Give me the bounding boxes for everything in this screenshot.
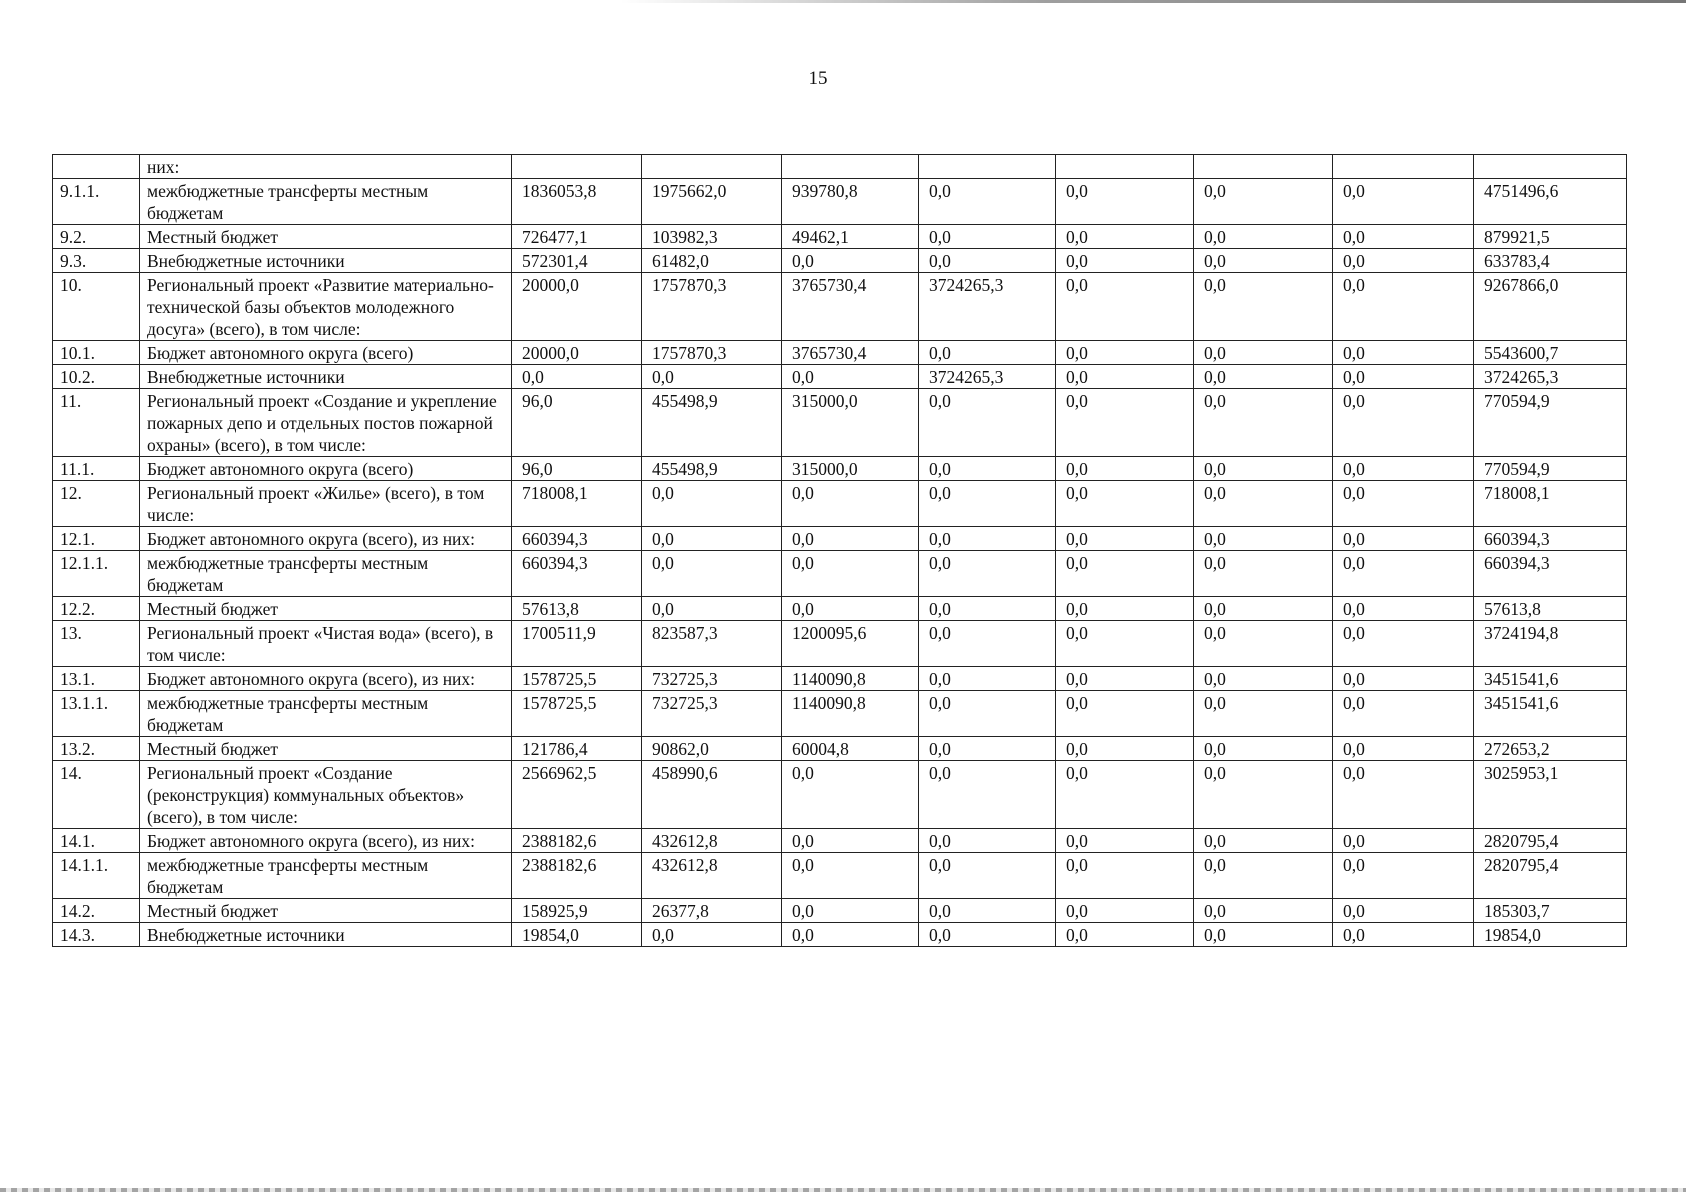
value-cell-col5: 0,0 [1056, 249, 1194, 273]
row-name-cell: Местный бюджет [140, 737, 512, 761]
row-number-cell: 12.1.1. [53, 551, 140, 597]
row-name-cell: Бюджет автономного округа (всего), из них: [140, 667, 512, 691]
value-cell-col6: 0,0 [1194, 597, 1333, 621]
value-cell-col3: 1200095,6 [782, 621, 919, 667]
row-name-cell: межбюджетные трансферты местным бюджетам [140, 691, 512, 737]
total-cell: 770594,9 [1474, 389, 1627, 457]
table-row [53, 853, 1627, 899]
value-cell-col2: 458990,6 [642, 761, 782, 829]
value-cell-col5: 0,0 [1056, 551, 1194, 597]
table-row [53, 551, 1627, 597]
value-cell-col4 [919, 155, 1056, 179]
value-cell-col4: 0,0 [919, 829, 1056, 853]
value-cell-col1 [512, 155, 642, 179]
value-cell-col3: 49462,1 [782, 225, 919, 249]
value-cell-col3: 0,0 [782, 853, 919, 899]
value-cell-col7: 0,0 [1333, 481, 1474, 527]
value-cell-col6 [1194, 155, 1333, 179]
value-cell-col1: 2566962,5 [512, 761, 642, 829]
value-cell-col1: 158925,9 [512, 899, 642, 923]
value-cell-col2: 455498,9 [642, 389, 782, 457]
total-cell: 19854,0 [1474, 923, 1627, 947]
value-cell-col2: 90862,0 [642, 737, 782, 761]
row-name-cell: Внебюджетные источники [140, 365, 512, 389]
value-cell-col3: 1140090,8 [782, 667, 919, 691]
table-row [53, 341, 1627, 365]
value-cell-col2: 103982,3 [642, 225, 782, 249]
total-cell: 3451541,6 [1474, 691, 1627, 737]
value-cell-col3: 0,0 [782, 761, 919, 829]
total-cell: 718008,1 [1474, 481, 1627, 527]
value-cell-col6: 0,0 [1194, 551, 1333, 597]
table-row [53, 527, 1627, 551]
value-cell-col6: 0,0 [1194, 621, 1333, 667]
value-cell-col5: 0,0 [1056, 273, 1194, 341]
total-cell: 770594,9 [1474, 457, 1627, 481]
value-cell-col2: 1757870,3 [642, 273, 782, 341]
total-cell: 879921,5 [1474, 225, 1627, 249]
value-cell-col1: 121786,4 [512, 737, 642, 761]
value-cell-col3: 315000,0 [782, 389, 919, 457]
value-cell-col7: 0,0 [1333, 273, 1474, 341]
value-cell-col4: 0,0 [919, 457, 1056, 481]
value-cell-col1: 96,0 [512, 457, 642, 481]
row-name-cell: Региональный проект «Жилье» (всего), в том числе: [140, 481, 512, 527]
value-cell-col6: 0,0 [1194, 691, 1333, 737]
value-cell-col1: 726477,1 [512, 225, 642, 249]
value-cell-col2: 1975662,0 [642, 179, 782, 225]
value-cell-col6: 0,0 [1194, 225, 1333, 249]
value-cell-col5: 0,0 [1056, 737, 1194, 761]
value-cell-col4: 0,0 [919, 225, 1056, 249]
row-number-cell: 14.3. [53, 923, 140, 947]
value-cell-col7 [1333, 155, 1474, 179]
value-cell-col5: 0,0 [1056, 899, 1194, 923]
row-name-cell: Региональный проект «Создание и укрепление пожарных депо и отдельных постов пожарной охраны» (всего), в том числе: [140, 389, 512, 457]
value-cell-col2: 0,0 [642, 481, 782, 527]
table-row [53, 761, 1627, 829]
value-cell-col1: 1578725,5 [512, 691, 642, 737]
row-number-cell: 10. [53, 273, 140, 341]
value-cell-col2: 0,0 [642, 365, 782, 389]
row-name-cell: Региональный проект «Создание (реконструкция) коммунальных объектов» (всего), в том числе: [140, 761, 512, 829]
value-cell-col7: 0,0 [1333, 667, 1474, 691]
row-number-cell: 11. [53, 389, 140, 457]
value-cell-col1: 660394,3 [512, 551, 642, 597]
value-cell-col6: 0,0 [1194, 341, 1333, 365]
value-cell-col6: 0,0 [1194, 179, 1333, 225]
value-cell-col1: 660394,3 [512, 527, 642, 551]
value-cell-col2: 432612,8 [642, 853, 782, 899]
value-cell-col7: 0,0 [1333, 249, 1474, 273]
value-cell-col6: 0,0 [1194, 667, 1333, 691]
total-cell: 185303,7 [1474, 899, 1627, 923]
value-cell-col6: 0,0 [1194, 527, 1333, 551]
value-cell-col5: 0,0 [1056, 365, 1194, 389]
value-cell-col7: 0,0 [1333, 341, 1474, 365]
row-name-cell: межбюджетные трансферты местным бюджетам [140, 853, 512, 899]
value-cell-col2: 432612,8 [642, 829, 782, 853]
value-cell-col1: 572301,4 [512, 249, 642, 273]
value-cell-col4: 0,0 [919, 737, 1056, 761]
row-number-cell: 14. [53, 761, 140, 829]
row-number-cell: 9.1.1. [53, 179, 140, 225]
value-cell-col7: 0,0 [1333, 225, 1474, 249]
row-number-cell: 13.2. [53, 737, 140, 761]
value-cell-col1: 20000,0 [512, 341, 642, 365]
table-row [53, 273, 1627, 341]
value-cell-col4: 0,0 [919, 597, 1056, 621]
value-cell-col2: 0,0 [642, 527, 782, 551]
value-cell-col6: 0,0 [1194, 273, 1333, 341]
value-cell-col1: 1578725,5 [512, 667, 642, 691]
value-cell-col7: 0,0 [1333, 179, 1474, 225]
value-cell-col5: 0,0 [1056, 457, 1194, 481]
total-cell: 9267866,0 [1474, 273, 1627, 341]
value-cell-col3: 315000,0 [782, 457, 919, 481]
value-cell-col4: 0,0 [919, 923, 1056, 947]
table-row [53, 481, 1627, 527]
table-row [53, 249, 1627, 273]
row-name-cell: них: [140, 155, 512, 179]
value-cell-col1: 19854,0 [512, 923, 642, 947]
table-row [53, 225, 1627, 249]
value-cell-col7: 0,0 [1333, 527, 1474, 551]
value-cell-col6: 0,0 [1194, 761, 1333, 829]
table-row [53, 457, 1627, 481]
value-cell-col7: 0,0 [1333, 737, 1474, 761]
value-cell-col5: 0,0 [1056, 667, 1194, 691]
row-number-cell [53, 155, 140, 179]
value-cell-col5: 0,0 [1056, 225, 1194, 249]
row-name-cell: Местный бюджет [140, 899, 512, 923]
table-row [53, 691, 1627, 737]
value-cell-col4: 0,0 [919, 389, 1056, 457]
value-cell-col4: 0,0 [919, 899, 1056, 923]
value-cell-col6: 0,0 [1194, 829, 1333, 853]
value-cell-col1: 2388182,6 [512, 829, 642, 853]
value-cell-col7: 0,0 [1333, 829, 1474, 853]
value-cell-col3: 3765730,4 [782, 273, 919, 341]
row-number-cell: 14.2. [53, 899, 140, 923]
page-number: 15 [808, 68, 828, 89]
value-cell-col6: 0,0 [1194, 853, 1333, 899]
value-cell-col6: 0,0 [1194, 249, 1333, 273]
table-row [53, 179, 1627, 225]
total-cell: 272653,2 [1474, 737, 1627, 761]
value-cell-col7: 0,0 [1333, 597, 1474, 621]
value-cell-col1: 718008,1 [512, 481, 642, 527]
value-cell-col5: 0,0 [1056, 829, 1194, 853]
budget-table-body [53, 155, 1627, 947]
total-cell: 3724194,8 [1474, 621, 1627, 667]
total-cell [1474, 155, 1627, 179]
total-cell: 2820795,4 [1474, 829, 1627, 853]
value-cell-col7: 0,0 [1333, 365, 1474, 389]
value-cell-col7: 0,0 [1333, 691, 1474, 737]
row-number-cell: 11.1. [53, 457, 140, 481]
value-cell-col3: 0,0 [782, 551, 919, 597]
row-name-cell: Региональный проект «Развитие материально-технической базы объектов молодежного досуга» (всего), в том числе: [140, 273, 512, 341]
value-cell-col3: 0,0 [782, 249, 919, 273]
row-number-cell: 9.2. [53, 225, 140, 249]
row-name-cell: Местный бюджет [140, 597, 512, 621]
value-cell-col3: 1140090,8 [782, 691, 919, 737]
value-cell-col3: 60004,8 [782, 737, 919, 761]
row-number-cell: 9.3. [53, 249, 140, 273]
value-cell-col5: 0,0 [1056, 597, 1194, 621]
value-cell-col5: 0,0 [1056, 853, 1194, 899]
value-cell-col2: 455498,9 [642, 457, 782, 481]
row-number-cell: 12. [53, 481, 140, 527]
value-cell-col2: 0,0 [642, 551, 782, 597]
table-row [53, 899, 1627, 923]
value-cell-col2 [642, 155, 782, 179]
value-cell-col1: 57613,8 [512, 597, 642, 621]
value-cell-col6: 0,0 [1194, 737, 1333, 761]
value-cell-col3 [782, 155, 919, 179]
value-cell-col4: 3724265,3 [919, 273, 1056, 341]
value-cell-col2: 0,0 [642, 923, 782, 947]
value-cell-col7: 0,0 [1333, 853, 1474, 899]
value-cell-col4: 0,0 [919, 621, 1056, 667]
value-cell-col4: 0,0 [919, 179, 1056, 225]
row-number-cell: 12.1. [53, 527, 140, 551]
value-cell-col4: 0,0 [919, 551, 1056, 597]
value-cell-col1: 2388182,6 [512, 853, 642, 899]
total-cell: 3025953,1 [1474, 761, 1627, 829]
value-cell-col4: 0,0 [919, 691, 1056, 737]
total-cell: 4751496,6 [1474, 179, 1627, 225]
table-row [53, 155, 1627, 179]
value-cell-col3: 0,0 [782, 923, 919, 947]
row-number-cell: 13. [53, 621, 140, 667]
value-cell-col6: 0,0 [1194, 389, 1333, 457]
value-cell-col5: 0,0 [1056, 389, 1194, 457]
value-cell-col1: 0,0 [512, 365, 642, 389]
value-cell-col3: 0,0 [782, 899, 919, 923]
total-cell: 5543600,7 [1474, 341, 1627, 365]
value-cell-col6: 0,0 [1194, 457, 1333, 481]
value-cell-col7: 0,0 [1333, 899, 1474, 923]
row-name-cell: Бюджет автономного округа (всего), из них: [140, 829, 512, 853]
value-cell-col7: 0,0 [1333, 621, 1474, 667]
row-name-cell: Внебюджетные источники [140, 249, 512, 273]
table-row [53, 923, 1627, 947]
row-number-cell: 13.1. [53, 667, 140, 691]
value-cell-col5: 0,0 [1056, 341, 1194, 365]
table-row [53, 365, 1627, 389]
value-cell-col5 [1056, 155, 1194, 179]
row-number-cell: 12.2. [53, 597, 140, 621]
row-name-cell: Бюджет автономного округа (всего), из них: [140, 527, 512, 551]
total-cell: 3451541,6 [1474, 667, 1627, 691]
value-cell-col2: 26377,8 [642, 899, 782, 923]
value-cell-col7: 0,0 [1333, 457, 1474, 481]
value-cell-col2: 732725,3 [642, 667, 782, 691]
value-cell-col3: 939780,8 [782, 179, 919, 225]
table-row [53, 621, 1627, 667]
value-cell-col4: 0,0 [919, 761, 1056, 829]
value-cell-col3: 0,0 [782, 481, 919, 527]
row-name-cell: Региональный проект «Чистая вода» (всего), в том числе: [140, 621, 512, 667]
row-number-cell: 14.1. [53, 829, 140, 853]
value-cell-col7: 0,0 [1333, 551, 1474, 597]
total-cell: 660394,3 [1474, 551, 1627, 597]
value-cell-col2: 1757870,3 [642, 341, 782, 365]
value-cell-col5: 0,0 [1056, 621, 1194, 667]
row-name-cell: межбюджетные трансферты местным бюджетам [140, 551, 512, 597]
value-cell-col5: 0,0 [1056, 481, 1194, 527]
total-cell: 57613,8 [1474, 597, 1627, 621]
value-cell-col7: 0,0 [1333, 923, 1474, 947]
value-cell-col4: 3724265,3 [919, 365, 1056, 389]
value-cell-col4: 0,0 [919, 249, 1056, 273]
value-cell-col3: 0,0 [782, 527, 919, 551]
value-cell-col4: 0,0 [919, 527, 1056, 551]
row-number-cell: 10.1. [53, 341, 140, 365]
table-row [53, 667, 1627, 691]
value-cell-col4: 0,0 [919, 853, 1056, 899]
scan-edge-bottom [0, 1188, 1686, 1192]
row-name-cell: межбюджетные трансферты местным бюджетам [140, 179, 512, 225]
row-name-cell: Бюджет автономного округа (всего) [140, 341, 512, 365]
value-cell-col6: 0,0 [1194, 899, 1333, 923]
value-cell-col1: 20000,0 [512, 273, 642, 341]
value-cell-col5: 0,0 [1056, 761, 1194, 829]
table-row [53, 597, 1627, 621]
value-cell-col5: 0,0 [1056, 923, 1194, 947]
value-cell-col5: 0,0 [1056, 691, 1194, 737]
value-cell-col7: 0,0 [1333, 389, 1474, 457]
row-name-cell: Местный бюджет [140, 225, 512, 249]
value-cell-col1: 1700511,9 [512, 621, 642, 667]
value-cell-col6: 0,0 [1194, 923, 1333, 947]
row-number-cell: 14.1.1. [53, 853, 140, 899]
value-cell-col2: 0,0 [642, 597, 782, 621]
value-cell-col3: 3765730,4 [782, 341, 919, 365]
value-cell-col4: 0,0 [919, 481, 1056, 527]
value-cell-col2: 823587,3 [642, 621, 782, 667]
value-cell-col5: 0,0 [1056, 179, 1194, 225]
total-cell: 2820795,4 [1474, 853, 1627, 899]
row-name-cell: Внебюджетные источники [140, 923, 512, 947]
value-cell-col2: 61482,0 [642, 249, 782, 273]
total-cell: 3724265,3 [1474, 365, 1627, 389]
value-cell-col1: 1836053,8 [512, 179, 642, 225]
row-number-cell: 13.1.1. [53, 691, 140, 737]
value-cell-col4: 0,0 [919, 341, 1056, 365]
value-cell-col3: 0,0 [782, 597, 919, 621]
value-cell-col3: 0,0 [782, 829, 919, 853]
value-cell-col1: 96,0 [512, 389, 642, 457]
value-cell-col5: 0,0 [1056, 527, 1194, 551]
value-cell-col4: 0,0 [919, 667, 1056, 691]
total-cell: 660394,3 [1474, 527, 1627, 551]
value-cell-col2: 732725,3 [642, 691, 782, 737]
value-cell-col7: 0,0 [1333, 761, 1474, 829]
table-row [53, 829, 1627, 853]
total-cell: 633783,4 [1474, 249, 1627, 273]
value-cell-col6: 0,0 [1194, 365, 1333, 389]
row-number-cell: 10.2. [53, 365, 140, 389]
scan-edge-top [620, 0, 1686, 3]
value-cell-col6: 0,0 [1194, 481, 1333, 527]
budget-table [52, 154, 1627, 947]
value-cell-col3: 0,0 [782, 365, 919, 389]
table-row [53, 389, 1627, 457]
table-row [53, 737, 1627, 761]
row-name-cell: Бюджет автономного округа (всего) [140, 457, 512, 481]
